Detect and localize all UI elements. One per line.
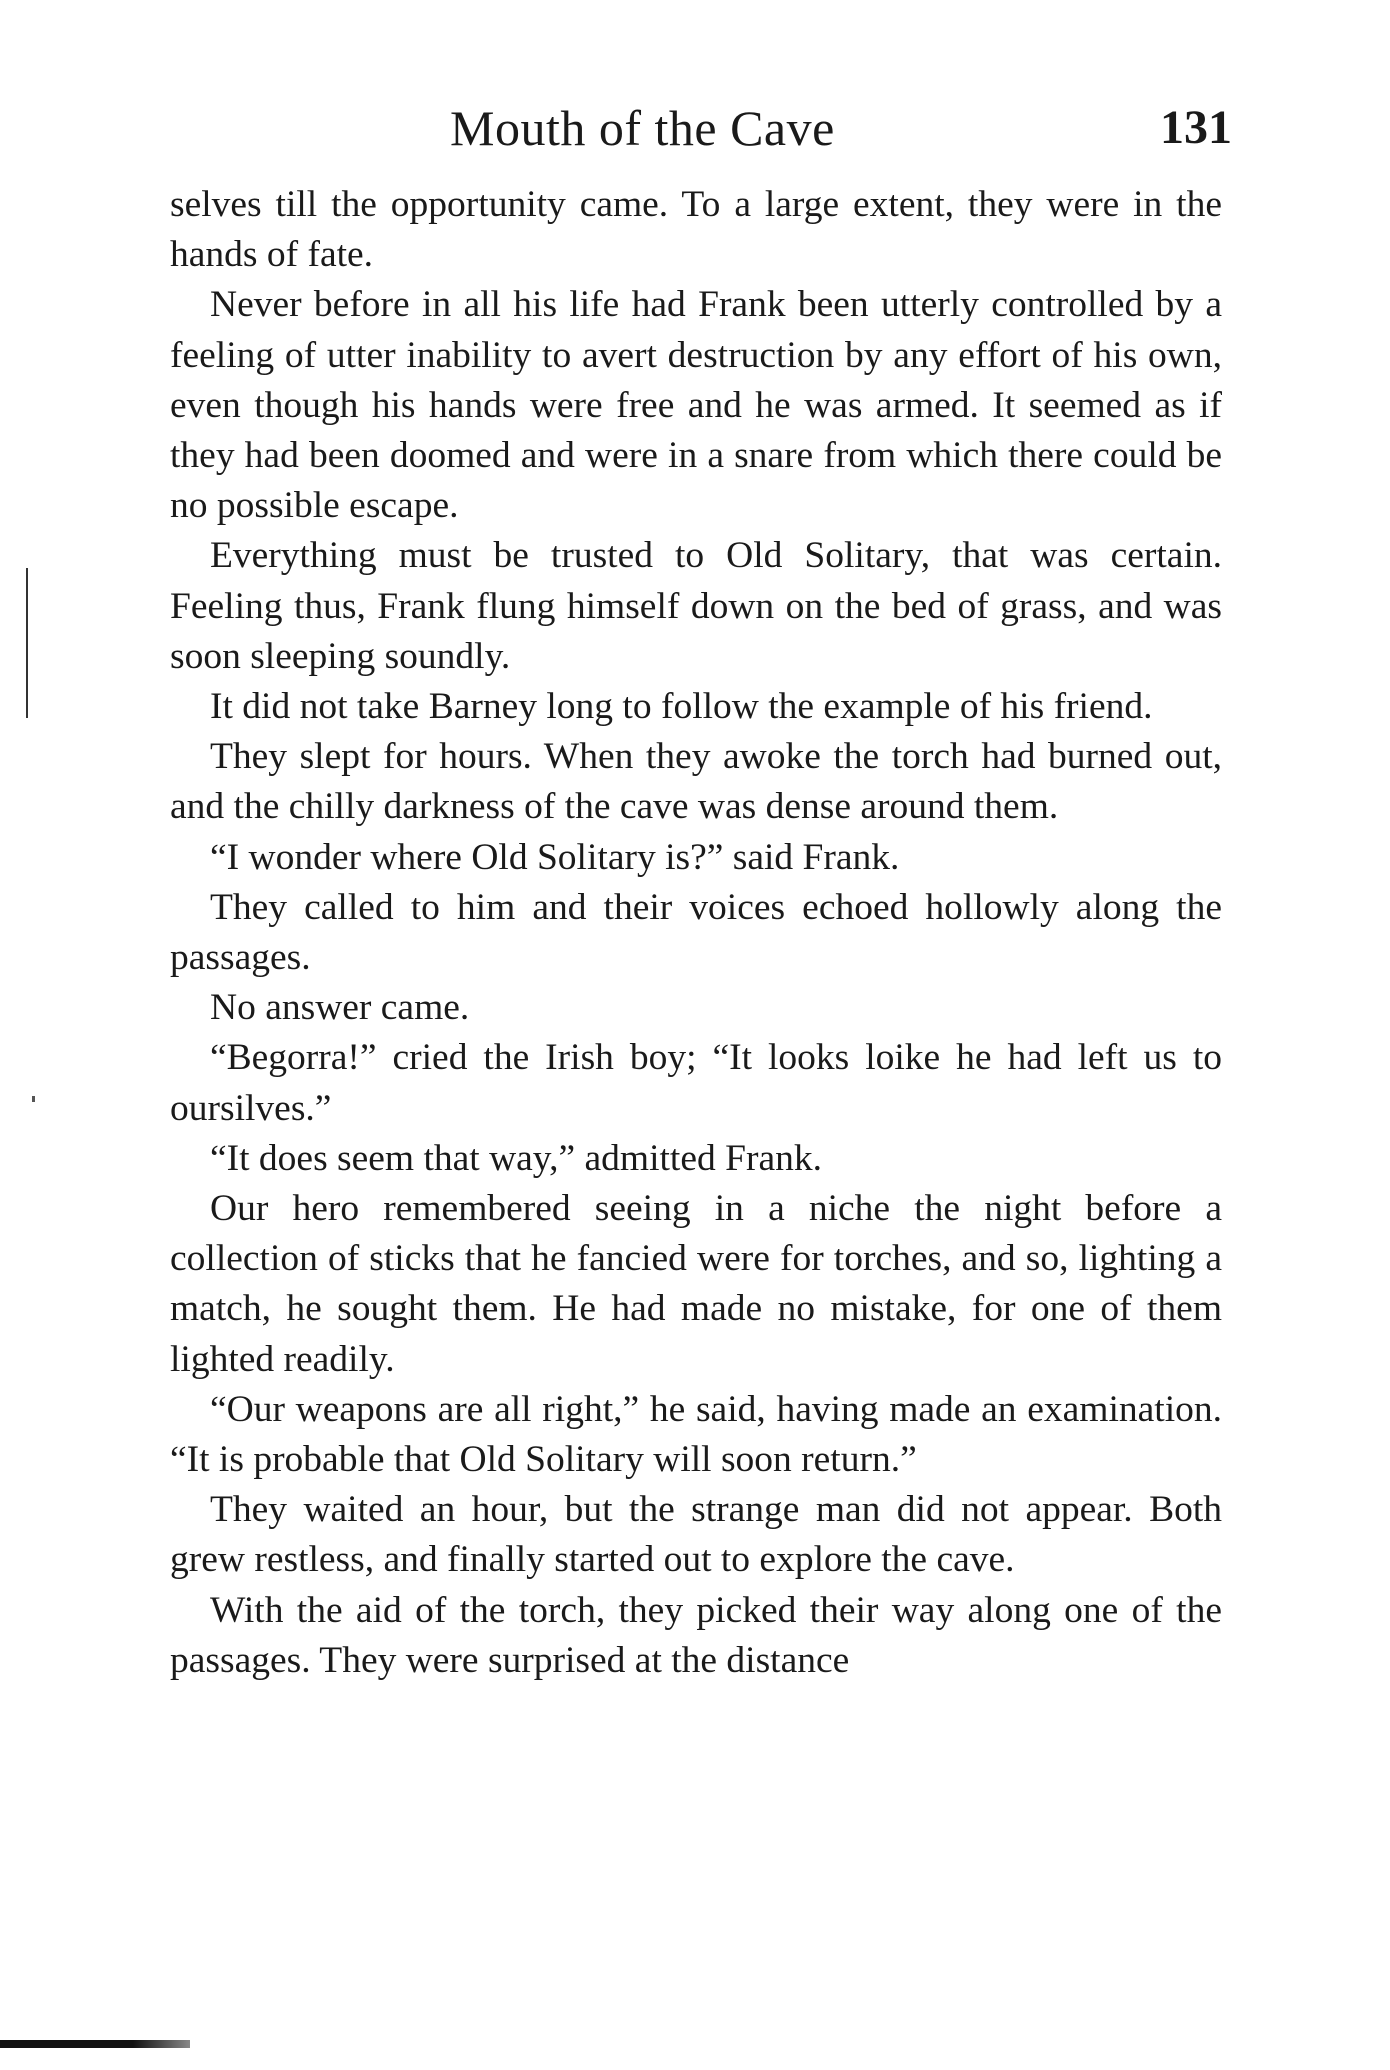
paragraph: It did not take Barney long to follow the example of his friend. bbox=[210, 686, 1153, 728]
body-text bbox=[170, 180, 1222, 1686]
margin-rule bbox=[26, 568, 28, 718]
paragraph: selves till the opportunity came. To a large extent, they were in the hands of fate. bbox=[170, 184, 1222, 276]
running-title: Mouth of the Cave bbox=[450, 100, 835, 156]
paragraph: “Begorra!” cried the Irish boy; “It looks loike he had left us to oursilves.” bbox=[170, 1037, 1222, 1129]
bottom-rule bbox=[0, 2040, 190, 2048]
paragraph: They called to him and their voices echoed hollowly along the passages. bbox=[170, 886, 1222, 979]
paragraph: No answer came. bbox=[210, 987, 470, 1029]
paragraph: They waited an hour, but the strange man did not appear. Both grew restless, and finally started out to explore the cave. bbox=[170, 1489, 1222, 1581]
paragraph: Everything must be trusted to Old Solitary, that was certain. Feeling thus, Frank flung himself down on the bed of grass, and was soon sleeping soundly. bbox=[170, 535, 1222, 677]
paragraph: Our hero remembered seeing in a niche the night before a collection of sticks that he fancied were for torches, and so, lighting a match, he sought them. He had made no mistake, for one of them lighted readily. bbox=[170, 1188, 1222, 1380]
paragraph: With the aid of the torch, they picked their way along one of the passages. They were surprised at the distance bbox=[170, 1589, 1222, 1681]
paragraph: Never before in all his life had Frank been utterly controlled by a feeling of utter inability to avert destruction by any effort of his own, even though his hands were free and he was armed. It seemed as if they had been doomed and were in a snare from which there could be no possible escape. bbox=[170, 284, 1222, 527]
paragraph: They slept for hours. When they awoke the torch had burned out, and the chilly darkness of the cave was dense around them. bbox=[170, 736, 1222, 828]
paragraph: “I wonder where Old Solitary is?” said Frank. bbox=[210, 836, 900, 878]
page-number: 131 bbox=[1160, 101, 1232, 154]
paragraph: “Our weapons are all right,” he said, having made an examination. “It is probable that Old Solitary will soon return.” bbox=[170, 1388, 1222, 1481]
paragraph: “It does seem that way,” admitted Frank. bbox=[210, 1137, 822, 1179]
margin-mark bbox=[32, 1096, 35, 1102]
page-header bbox=[170, 92, 1230, 164]
